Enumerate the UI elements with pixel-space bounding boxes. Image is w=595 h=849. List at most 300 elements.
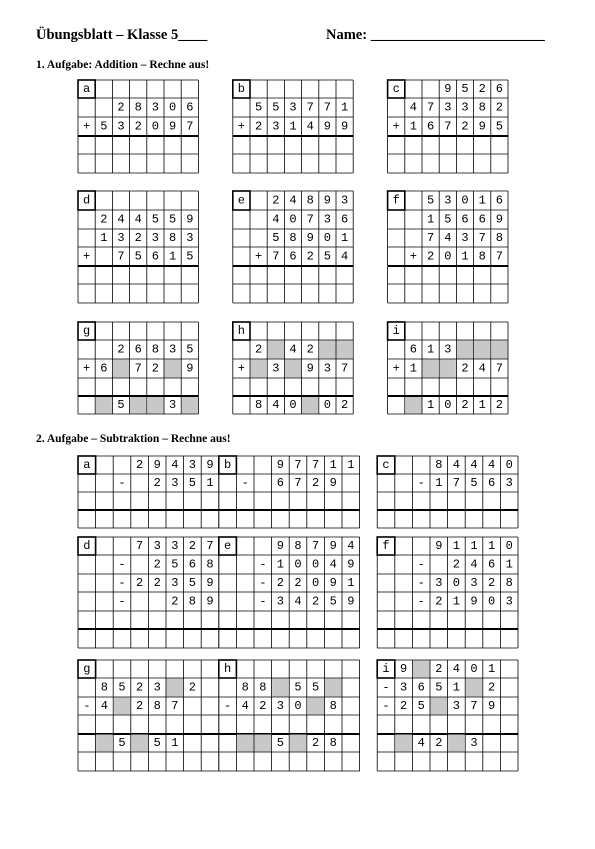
digit: 2: [426, 249, 435, 264]
digit: 3: [340, 193, 349, 208]
digit: 7: [294, 476, 302, 490]
digit: 0: [505, 539, 513, 553]
digit: 8: [254, 398, 263, 412]
digit: 3: [444, 193, 452, 208]
digit: 4: [272, 212, 280, 227]
digit: 8: [153, 699, 161, 713]
digit: 0: [151, 119, 160, 134]
digit: 3: [171, 476, 179, 490]
task-letter: h: [223, 662, 232, 676]
digit: 9: [487, 699, 496, 713]
digit: 7: [452, 476, 461, 490]
digit: +: [82, 119, 91, 134]
digit: 5: [311, 680, 320, 695]
digit: 4: [134, 212, 142, 227]
digit: 2: [294, 576, 302, 590]
digit: 3: [151, 100, 160, 115]
digit: 2: [495, 100, 504, 115]
subtraction-grid-0: [78, 456, 219, 528]
digit: 2: [100, 212, 108, 227]
subtraction-grid-2: [377, 456, 518, 528]
digit: +: [237, 361, 246, 376]
shaded-cell: [474, 341, 490, 359]
digit: 2: [487, 680, 496, 695]
digit: 8: [188, 594, 197, 609]
digit: 7: [340, 361, 349, 376]
digit: 2: [435, 662, 443, 676]
shaded-cell: [302, 397, 318, 414]
digit: 4: [452, 662, 461, 676]
digit: 7: [206, 539, 214, 553]
shaded-cell: [237, 735, 254, 752]
addition-grid-3: [78, 191, 198, 303]
addition-grid-5: [388, 191, 508, 303]
digit: 4: [417, 736, 425, 750]
digit: 3: [470, 576, 478, 590]
digit: 5: [118, 680, 126, 695]
digit: 9: [399, 662, 408, 676]
digit: 5: [188, 476, 197, 490]
digit: 5: [272, 100, 280, 115]
digit: 9: [153, 458, 161, 472]
digit: 9: [347, 557, 355, 572]
digit: 9: [495, 212, 504, 227]
digit: 5: [134, 249, 142, 264]
digit: 1: [168, 249, 177, 264]
digit: 7: [311, 458, 320, 472]
digit: 2: [188, 680, 197, 695]
digit: 6: [276, 476, 285, 490]
shaded-cell: [431, 698, 448, 715]
digit: 3: [168, 342, 177, 357]
task-letter: i: [382, 662, 390, 676]
digit: 7: [426, 231, 435, 245]
task-letter: c: [392, 82, 400, 96]
digit: 0: [461, 193, 469, 208]
shaded-cell: [113, 360, 129, 378]
digit: 2: [340, 398, 349, 412]
subtraction-grid-3: [78, 537, 219, 648]
digit: 3: [399, 680, 408, 695]
addition-grid-4: [233, 191, 353, 303]
digit: 1: [452, 539, 461, 553]
digit: 9: [206, 576, 214, 590]
section-title-addition: 1. Aufgabe: Addition – Rechne aus!: [36, 59, 210, 71]
digit: 6: [426, 119, 435, 134]
shaded-cell: [255, 735, 272, 752]
digit: 7: [134, 361, 142, 376]
digit: 4: [347, 539, 355, 553]
digit: 5: [254, 100, 263, 115]
digit: 0: [168, 100, 177, 115]
digit: 1: [435, 476, 443, 490]
digit: 3: [435, 576, 443, 590]
digit: 8: [259, 680, 267, 695]
digit: 0: [487, 594, 496, 609]
digit: 2: [117, 100, 125, 115]
subtraction-grid-4: [219, 537, 360, 648]
digit: 6: [340, 212, 349, 227]
task-letter: d: [82, 193, 91, 208]
task-letter: b: [223, 458, 232, 472]
digit: 1: [171, 736, 179, 750]
digit: 6: [100, 361, 108, 376]
digit: 0: [452, 576, 461, 590]
digit: 9: [323, 119, 332, 134]
digit: 5: [188, 576, 197, 590]
digit: 2: [134, 119, 142, 134]
shaded-cell: [165, 360, 181, 378]
digit: 0: [444, 398, 452, 412]
digit: 8: [435, 458, 443, 472]
digit: 6: [495, 193, 504, 208]
digit: 9: [168, 119, 177, 134]
digit: 2: [311, 476, 320, 490]
task-letter: h: [237, 324, 246, 338]
shaded-cell: [319, 341, 335, 359]
digit: 2: [153, 476, 161, 490]
digit: -: [417, 557, 425, 572]
digit: 2: [135, 680, 144, 695]
task-letter: a: [82, 82, 91, 96]
digit: 6: [289, 249, 297, 264]
digit: 3: [444, 342, 452, 357]
digit: 5: [186, 342, 194, 357]
digit: 7: [495, 249, 504, 264]
digit: 5: [417, 699, 425, 713]
digit: 2: [151, 361, 160, 376]
digit: 9: [186, 361, 194, 376]
shaded-cell: [167, 679, 184, 697]
digit: -: [382, 699, 390, 713]
digit: 4: [241, 699, 249, 713]
digit: 3: [289, 100, 297, 115]
digit: -: [118, 594, 126, 609]
digit: 4: [294, 594, 302, 609]
digit: 2: [399, 699, 408, 713]
digit: 2: [171, 594, 179, 609]
digit: 4: [289, 193, 297, 208]
task-letter: e: [223, 539, 232, 553]
task-letter: d: [83, 539, 91, 553]
shaded-cell: [272, 679, 289, 697]
shaded-cell: [290, 735, 307, 752]
digit: 3: [168, 398, 177, 412]
digit: 4: [444, 231, 452, 245]
digit: 2: [311, 594, 320, 609]
digit: 9: [306, 361, 314, 376]
shaded-cell: [325, 679, 342, 697]
digit: 2: [487, 576, 496, 590]
digit: 4: [487, 458, 496, 472]
task-letter: g: [83, 662, 91, 676]
digit: 1: [340, 231, 349, 245]
digit: 2: [254, 119, 263, 134]
digit: 5: [294, 680, 302, 695]
digit: 2: [272, 193, 280, 208]
digit: 8: [289, 231, 297, 245]
digit: 8: [478, 100, 486, 115]
digit: 9: [323, 193, 332, 208]
digit: 0: [294, 557, 302, 572]
section-title-subtraction: 2. Aufgabe – Subtraktion – Rechne aus!: [36, 433, 231, 445]
digit: 2: [276, 576, 285, 590]
task-letter: b: [237, 82, 246, 96]
digit: 2: [435, 594, 443, 609]
digit: 9: [206, 458, 214, 472]
digit: 1: [505, 557, 513, 572]
digit: -: [223, 699, 232, 713]
digit: 3: [151, 231, 160, 245]
digit: 6: [188, 557, 197, 572]
digit: -: [259, 594, 267, 609]
digit: 7: [306, 100, 314, 115]
digit: 2: [135, 458, 144, 472]
digit: 8: [294, 539, 302, 553]
digit: -: [83, 699, 91, 713]
digit: 1: [289, 119, 297, 134]
digit: 0: [444, 249, 452, 264]
digit: 2: [311, 736, 320, 750]
digit: 1: [409, 119, 418, 134]
shaded-cell: [285, 360, 301, 378]
digit: 3: [153, 539, 161, 553]
digit: 5: [186, 249, 194, 264]
digit: 0: [289, 212, 297, 227]
digit: 3: [505, 476, 513, 490]
digit: -: [417, 576, 425, 590]
digit: -: [259, 557, 267, 572]
digit: 5: [323, 249, 332, 264]
digit: 1: [206, 476, 214, 490]
digit: 5: [444, 212, 452, 227]
digit: 5: [100, 119, 108, 134]
digit: 3: [272, 361, 280, 376]
shaded-cell: [423, 360, 439, 378]
digit: 9: [276, 539, 285, 553]
digit: 3: [505, 594, 513, 609]
subtraction-grid-5: [377, 537, 518, 648]
digit: 7: [117, 249, 125, 264]
digit: 2: [461, 119, 469, 134]
digit: 9: [329, 476, 337, 490]
digit: 2: [254, 342, 263, 357]
digit: 8: [134, 100, 142, 115]
digit: 8: [495, 231, 504, 245]
shaded-cell: [491, 341, 507, 359]
digit: 1: [100, 231, 108, 245]
digit: 8: [306, 193, 314, 208]
shaded-cell: [440, 360, 456, 378]
digit: 3: [276, 699, 285, 713]
digit: 4: [329, 557, 337, 572]
digit: 9: [470, 594, 478, 609]
shaded-cell: [251, 360, 267, 378]
shaded-cell: [395, 735, 412, 752]
digit: 1: [426, 212, 435, 227]
digit: 5: [329, 594, 337, 609]
shaded-cell: [457, 341, 473, 359]
digit: 2: [435, 736, 443, 750]
subtraction-grid-6: [78, 660, 219, 771]
digit: -: [417, 594, 425, 609]
digit: 6: [487, 476, 496, 490]
digit: +: [409, 249, 418, 264]
digit: 1: [470, 539, 478, 553]
digit: 9: [329, 576, 337, 590]
digit: 5: [117, 398, 125, 412]
digit: 2: [153, 557, 161, 572]
digit: -: [241, 476, 249, 490]
digit: 3: [171, 576, 179, 590]
digit: 8: [151, 342, 160, 357]
digit: 0: [311, 557, 320, 572]
digit: 6: [134, 342, 142, 357]
digit: 8: [329, 699, 337, 713]
digit: 2: [134, 231, 142, 245]
digit: 9: [276, 458, 285, 472]
digit: 7: [272, 249, 280, 264]
digit: 1: [478, 398, 486, 412]
task-letter: f: [392, 193, 400, 208]
digit: 3: [444, 100, 452, 115]
digit: 3: [117, 231, 125, 245]
shaded-cell: [114, 698, 131, 715]
digit: 5: [461, 82, 469, 96]
digit: 1: [452, 594, 461, 609]
digit: 6: [478, 212, 486, 227]
task-letter: e: [237, 193, 246, 208]
digit: 3: [323, 361, 332, 376]
digit: 5: [118, 736, 126, 750]
digit: 7: [478, 231, 486, 245]
digit: 9: [340, 119, 349, 134]
digit: 3: [186, 231, 194, 245]
digit: 4: [117, 212, 125, 227]
digit: 2: [461, 361, 469, 376]
digit: 6: [495, 82, 504, 96]
digit: 1: [487, 662, 496, 676]
digit: 4: [340, 249, 349, 264]
digit: 9: [435, 539, 443, 553]
digit: 5: [168, 212, 177, 227]
digit: 4: [452, 458, 461, 472]
digit: 9: [444, 82, 452, 96]
digit: 7: [171, 699, 179, 713]
digit: 9: [347, 594, 355, 609]
digit: 3: [171, 539, 179, 553]
digit: 9: [306, 231, 314, 245]
digit: 0: [311, 576, 320, 590]
digit: 4: [289, 342, 297, 357]
digit: 0: [289, 398, 297, 412]
digit: 1: [340, 100, 349, 115]
digit: 7: [311, 539, 320, 553]
digit: 9: [478, 119, 486, 134]
shaded-cell: [337, 341, 353, 359]
shaded-cell: [405, 397, 421, 414]
task-letter: g: [82, 324, 91, 338]
digit: -: [118, 557, 126, 572]
digit: 2: [306, 342, 314, 357]
digit: 1: [487, 539, 496, 553]
digit: 3: [272, 119, 280, 134]
digit: -: [417, 476, 425, 490]
digit: 4: [306, 119, 314, 134]
task-letter: i: [392, 324, 400, 338]
digit: 3: [153, 680, 161, 695]
digit: 7: [323, 100, 332, 115]
digit: 3: [452, 699, 461, 713]
digit: 6: [417, 680, 425, 695]
worksheet-title: Übungsblatt – Klasse 5____: [36, 27, 208, 43]
digit: 2: [135, 576, 144, 590]
digit: +: [82, 249, 91, 264]
digit: 7: [426, 100, 435, 115]
digit: 2: [117, 342, 125, 357]
digit: 5: [151, 212, 160, 227]
digit: 1: [347, 458, 355, 472]
digit: -: [382, 680, 390, 695]
digit: 1: [461, 249, 469, 264]
digit: +: [237, 119, 246, 134]
digit: 8: [241, 680, 249, 695]
shaded-cell: [147, 397, 163, 414]
task-letter: f: [382, 539, 390, 553]
digit: 3: [470, 736, 478, 750]
digit: 2: [495, 398, 504, 412]
digit: 2: [452, 557, 461, 572]
digit: 8: [206, 557, 214, 572]
digit: 5: [171, 557, 179, 572]
digit: 7: [135, 539, 144, 553]
digit: 2: [135, 699, 144, 713]
digit: 7: [186, 119, 194, 134]
digit: 4: [100, 699, 109, 713]
shaded-cell: [131, 735, 148, 752]
digit: 7: [444, 119, 452, 134]
digit: 5: [276, 736, 285, 750]
digit: 3: [323, 212, 332, 227]
shaded-cell: [96, 397, 112, 414]
digit: -: [259, 576, 267, 590]
digit: 9: [329, 539, 337, 553]
digit: 4: [470, 458, 478, 472]
digit: 3: [461, 100, 469, 115]
digit: 8: [100, 680, 109, 695]
digit: 8: [478, 249, 486, 264]
digit: 1: [409, 361, 418, 376]
digit: 4: [171, 458, 179, 472]
digit: 7: [470, 699, 478, 713]
digit: 8: [329, 736, 337, 750]
digit: 9: [206, 594, 214, 609]
digit: 1: [426, 342, 435, 357]
digit: 7: [495, 361, 504, 376]
shaded-cell: [182, 397, 198, 414]
digit: 4: [478, 361, 486, 376]
digit: 1: [329, 458, 337, 472]
digit: 6: [461, 212, 469, 227]
digit: 3: [188, 458, 197, 472]
digit: -: [118, 576, 126, 590]
digit: 6: [186, 100, 194, 115]
digit: 6: [487, 557, 496, 572]
digit: +: [254, 249, 263, 264]
digit: 2: [478, 82, 486, 96]
digit: 5: [426, 193, 435, 208]
subtraction-grid-1: [219, 456, 360, 528]
